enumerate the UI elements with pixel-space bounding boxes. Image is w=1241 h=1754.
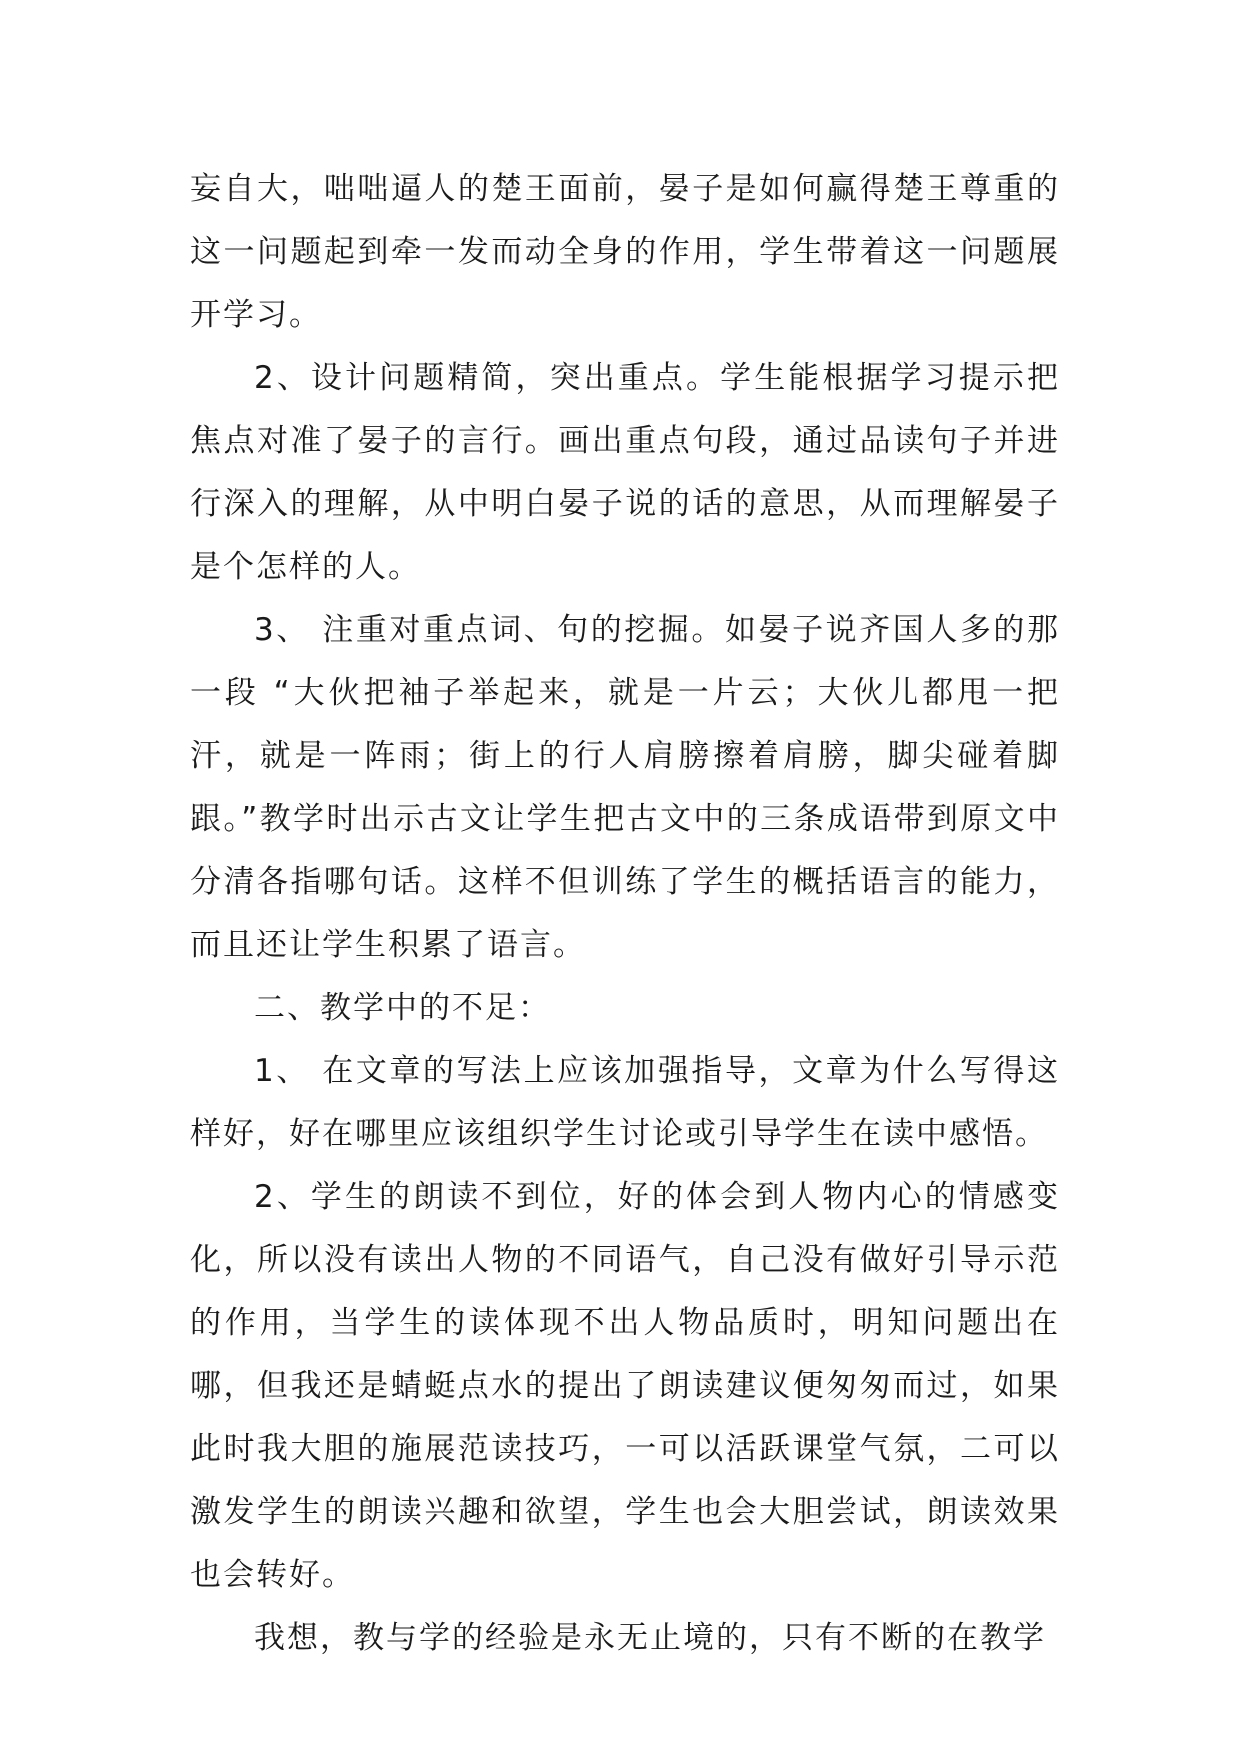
paragraph: 2、设计问题精简，突出重点。学生能根据学习提示把焦点对准了晏子的言行。画出重点句段，通过品读句子并进行深入的理解，从中明白晏子说的话的意思，从而理解晏子是个怎样的人。 (190, 360, 1060, 585)
section-heading: 二、教学中的不足： (254, 990, 551, 1026)
paragraph: 3、 注重对重点词、句的挖掘。如晏子说齐国人多的那一段 “大伙把袖子举起来，就是一片云；大伙儿都甩一把汗，就是一阵雨；街上的行人肩膀擦着肩膀，脚尖碰着脚跟。”教学时出示古文让学生把古文中的三条成语带到原文中分清各指哪句话。这样不但训练了学生的概括语言的能力，而且还让学生积累了语言。 (190, 612, 1060, 963)
paragraph: 我想，教与学的经验是永无止境的，只有不断的在教学 (254, 1620, 1046, 1656)
paragraph: 妄自大，咄咄逼人的楚王面前，晏子是如何赢得楚王尊重的这一问题起到牵一发而动全身的作用，学生带着这一问题展开学习。 (190, 171, 1060, 333)
paragraph: 1、 在文章的写法上应该加强指导，文章为什么写得这样好，好在哪里应该组织学生讨论或引导学生在读中感悟。 (190, 1053, 1060, 1152)
body-text (190, 158, 1060, 1670)
paragraph: 2、学生的朗读不到位，好的体会到人物内心的情感变化，所以没有读出人物的不同语气，自己没有做好引导示范的作用，当学生的读体现不出人物品质时，明知问题出在哪，但我还是蜻蜓点水的提出了朗读建议便匆匆而过，如果此时我大胆的施展范读技巧，一可以活跃课堂气氛，二可以激发学生的朗读兴趣和欲望，学生也会大胆尝试，朗读效果也会转好。 (190, 1179, 1060, 1593)
